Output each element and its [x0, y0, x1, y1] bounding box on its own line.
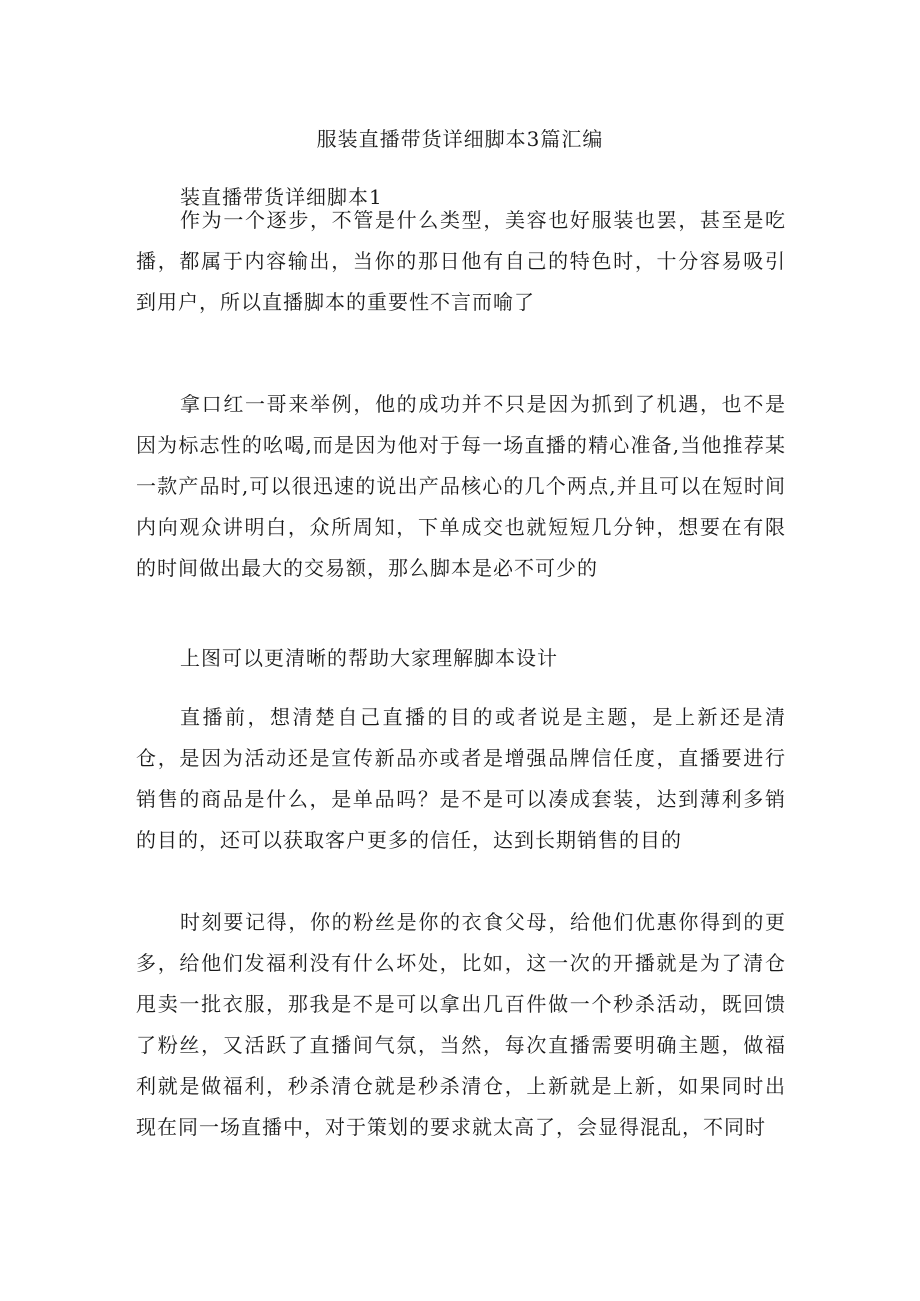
- paragraph-2: 拿口红一哥来举例，他的成功并不只是因为抓到了机遇，也不是因为标志性的吆喝,而是因为他对于每一场直播的精心准备,当他推荐某一款产品时,可以很迅速的说出产品核心的几个两点,并且可以在短时间内向观众讲明白，众所周知，下单成交也就短短几分钟，想要在有限的时间做出最大的交易额，那么脚本是必不可少的: [136, 392, 786, 580]
- paragraph-5: 时刻要记得，你的粉丝是你的衣食父母，给他们优惠你得到的更多，给他们发福利没有什么坏处，比如，这一次的开播就是为了清仓甩卖一批衣服，那我是不是可以拿出几百件做一个秒杀活动，既回馈了粉丝，又活跃了直播间气氛，当然，每次直播需要明确主题，做福利就是做福利，秒杀清仓就是秒杀清仓，上新就是上新，如果同时出现在同一场直播中，对于策划的要求就太高了，会显得混乱，不同时: [136, 910, 786, 1139]
- paragraph-1: 作为一个逐步，不管是什么类型，美容也好服装也罢，甚至是吃播，都属于内容输出，当你的那日他有自己的特色时，十分容易吸引到用户，所以直播脚本的重要性不言而喻了: [136, 208, 786, 314]
- section-heading: 装直播带货详细脚本1: [180, 185, 383, 209]
- paragraph-4: 直播前，想清楚自己直播的目的或者说是主题，是上新还是清仓，是因为活动还是宣传新品亦或者是增强品牌信任度，直播要进行销售的商品是什么，是单品吗？是不是可以凑成套装，达到薄利多销的目的，还可以获取客户更多的信任，达到长期销售的目的: [136, 705, 786, 852]
- paragraph-3: 上图可以更清晰的帮助大家理解脚本设计: [180, 646, 558, 670]
- document-title: 服装直播带货详细脚本3篇汇编: [316, 127, 604, 151]
